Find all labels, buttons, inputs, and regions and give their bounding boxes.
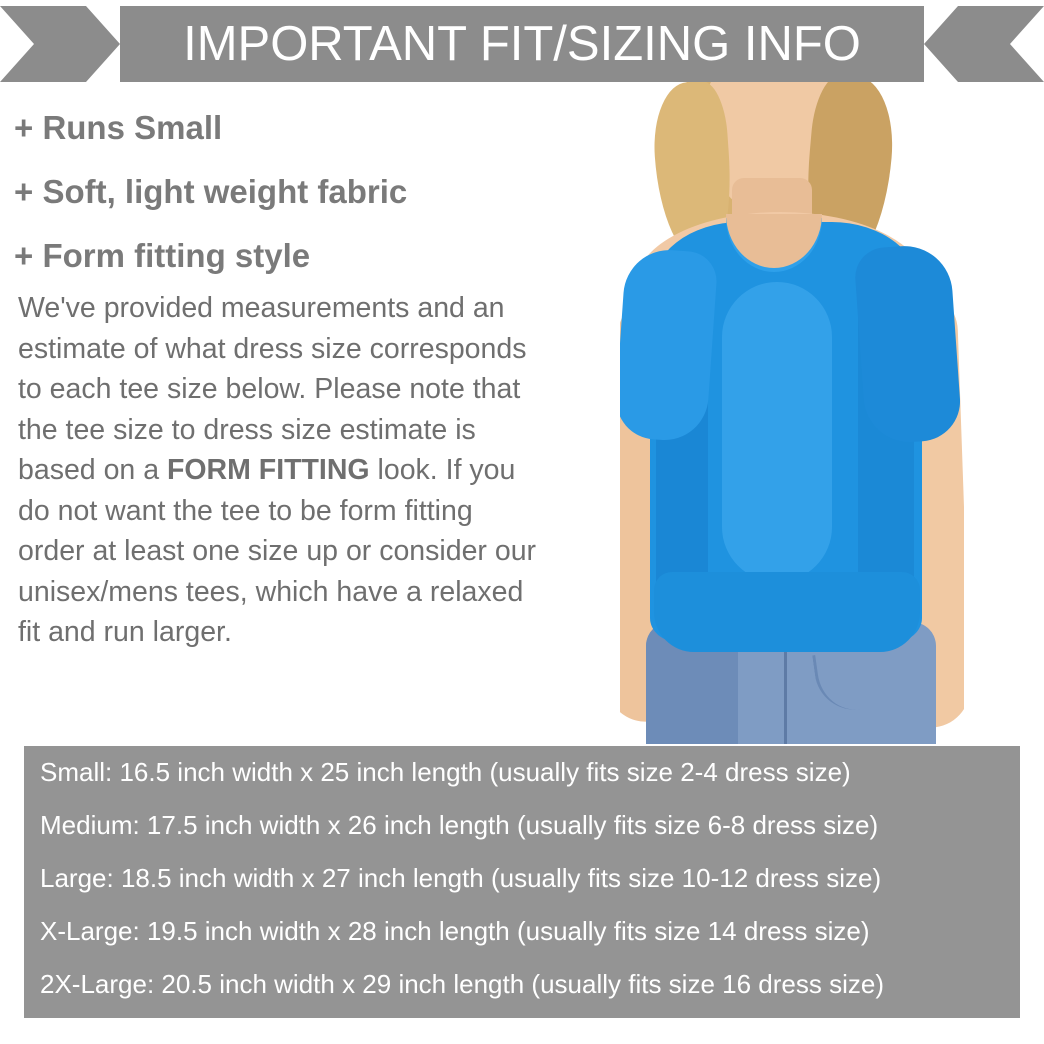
tee-right-sleeve xyxy=(853,243,962,445)
feature-bullets xyxy=(14,96,544,288)
tee-hem xyxy=(654,572,920,652)
tee-highlight xyxy=(722,282,832,582)
size-row-medium: Medium: 17.5 inch width x 26 inch length (usually fits size 6-8 dress size) xyxy=(40,810,879,840)
size-row-small: Small: 16.5 inch width x 25 inch length (usually fits size 2-4 dress size) xyxy=(40,757,851,787)
bullet-form-fitting: + Form fitting style xyxy=(14,237,311,274)
size-chart xyxy=(22,744,1022,1020)
tee-left-sleeve xyxy=(613,247,718,443)
bullet-runs-small: + Runs Small xyxy=(14,109,223,146)
description-paragraph xyxy=(18,288,544,653)
size-row-2xlarge: 2X-Large: 20.5 inch width x 29 inch length (usually fits size 16 dress size) xyxy=(40,969,884,999)
description-part-2: look. If you do not want the tee to be form fitting order at least one size up or consider our unisex/mens tees, which have a relaxed fit and run larger. xyxy=(18,454,537,648)
photo-right-margin xyxy=(964,82,1044,744)
size-row-large: Large: 18.5 inch width x 27 inch length (usually fits size 10-12 dress size) xyxy=(40,863,882,893)
model-photo xyxy=(516,82,1044,744)
jeans-seam xyxy=(784,638,787,744)
size-row-xlarge: X-Large: 19.5 inch width x 28 inch length (usually fits size 14 dress size) xyxy=(40,916,870,946)
banner xyxy=(0,6,1044,82)
banner-title: IMPORTANT FIT/SIZING INFO xyxy=(183,17,861,71)
description-emphasis: FORM FITTING xyxy=(166,454,370,486)
bullet-fabric: + Soft, light weight fabric xyxy=(14,173,408,210)
model-illustration xyxy=(516,82,1044,744)
description-part-1: We've provided measurements and an estimate of what dress size corresponds to each tee size below. Please note that the tee size to dress size estimate is based on a xyxy=(18,292,527,486)
